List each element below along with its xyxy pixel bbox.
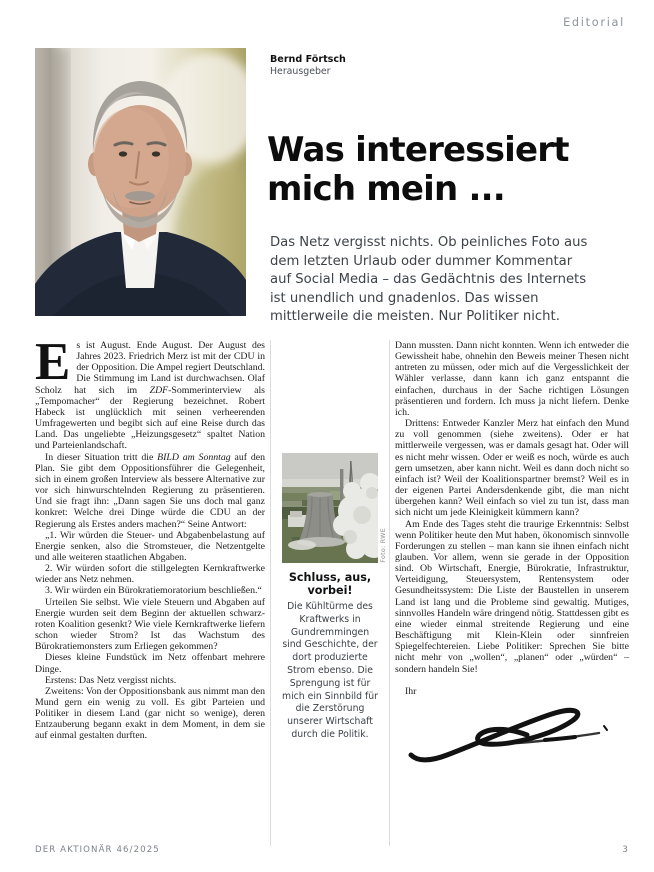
figure-column	[270, 340, 390, 846]
paragraph: 2. Wir würden sofort die stillgelegten Kernkraftwerke wieder ans Netz nehmen.	[35, 563, 265, 586]
caption-text: Die Kühltürme des Kraftwerks in Gundremmingen sind Geschichte, der dort produzierte Strom ebenso. Die Sprengung ist für mich ein Sinnbild für die Zerstörung unserer Wirtschaft durch die Politik.	[282, 601, 378, 740]
drop-cap: E	[35, 333, 71, 391]
closing-salutation: Ihr	[405, 685, 417, 697]
author-portrait-photo	[35, 48, 246, 316]
footer-page-number: 3	[622, 845, 629, 855]
author-name: Bernd Förtsch	[270, 54, 346, 65]
paragraph: Dann mussten. Dann nicht konnten. Wenn ich entweder die Gewissheit habe, ohnehin den Beweis meiner Thesen nicht antreten zu müssen, oder mich auf die Vergesslichkeit der Wähler verlasse, dann kann ich ganz entspannt die einfachen, durchaus in der Sache richtigen Lösungen präsentieren und fordern. Ich muss ja nicht liefern. Denke ich.	[395, 340, 629, 418]
section-label: Editorial	[563, 16, 625, 29]
paragraph: Erstens: Das Netz vergisst nichts.	[45, 674, 177, 686]
article-column-right	[395, 340, 629, 846]
paragraph: Am Ende des Tages steht die traurige Erkenntnis: Selbst wenn Politiker heute den Mut haben, ökonomisch sinnvolle Forderungen zu stellen – man kann sie ihnen einfach nicht glauben. Vor allem, wenn sie gerade in der Opposition sind. Ob Wirtschaft, Energie, Bürokratie, Infrastruktur, Verteidigung, Steuersystem, Rentensystem oder Gesundheitssystem: Die Liste der Baustellen in unserem Land ist lang und die Probleme sind gewaltig. Mutiges, sinnvolles Handeln wäre dringend nötig. Stattdessen gibt es eine wieder einmal streitende Regierung und eine Beschäftigung mit Klein-Klein oder sinnfreien Spiegelfechtereien. Liebe Politiker: Sprechen Sie bitte nicht mehr von „wollen“, „planen“ oder „würden“ – sondern handeln Sie!	[395, 518, 629, 675]
paragraph: „1. Wir würden die Steuer- und Abgabenbelastung auf Energie senken, also die Stromsteuer, die Netzentgelte und alle weiteren staatlichen Abgaben.	[35, 529, 265, 563]
paragraph: Es ist August. Ende August. Der August des Jahres 2023. Friedrich Merz ist mit der CDU in der Opposition. Die Ampel regiert Deutschland. Die Stimmung im Land ist durchwachsen. Olaf Scholz hat sich im ZDF-Sommerinterview als „Tempomacher“ der Regierung bezeichnet. Robert Habeck ist unglücklich mit seinen verheerenden Umfragewerten und begibt sich auf eine Reise durch das Land. Das ungeliebte „Heizungsgesetz“ spaltet Nation und Parteienlandschaft.	[35, 333, 265, 452]
footer-magazine: DER AKTIONÄR 46/2025	[35, 845, 160, 855]
figure-caption	[282, 571, 378, 742]
author-role: Herausgeber	[270, 66, 331, 78]
page-footer	[35, 845, 629, 855]
paragraph: Drittens: Entweder Kanzler Merz hat einfach den Mund zu voll genommen (siehe zweitens). Oder er hat mittlerweile vergessen, was er damals gesagt hat. Oder will es nicht mehr wissen. Oder er weiß es noch, würde es auch gern umsetzen, aber kann nicht. Weil es dann doch nicht so einfach ist? Weil der Koalitionspartner bremst? Weil es in der eigenen Partei Andersdenkende gibt, die man nicht übergehen kann? Weil einfach so viel zu tun ist, dass man sich nicht um jede Kleinigkeit kümmern kann?	[395, 418, 629, 519]
byline	[270, 54, 346, 79]
paragraph: In dieser Situation tritt die BILD am Sonntag auf den Plan. Sie gibt dem Oppositionsführer die Gelegenheit, sich in einem großen Interview als bessere Alternative zur vor sich hinwurschtelnden Regierung zu präsentieren. Und sie fragt ihn: „Dann sagen Sie uns doch mal ganz konkret: Welche drei Dinge würde die CDU an der Regierung als Erstes anders machen?“ Seine Antwort:	[35, 451, 265, 530]
photo-credit: Foto: RWE	[380, 528, 387, 563]
article-body	[35, 333, 629, 846]
figure	[282, 453, 387, 742]
article-column-left	[35, 333, 265, 846]
caption-title: Schluss, aus, vorbei!	[288, 571, 372, 597]
signature-image	[405, 703, 617, 765]
intro-paragraph: Das Netz vergisst nichts. Ob peinliches Foto aus dem letzten Urlaub oder dummer Kommentar auf Social Media – das Gedächtnis des Internets ist unendlich und gnadenlos. Das wissen mittlerweile die meisten. Nur Politiker nicht.	[270, 235, 588, 325]
cooling-tower-photo	[282, 453, 387, 563]
paragraph: Urteilen Sie selbst. Wie viele Steuern und Abgaben auf Energie wurden seit dem Beginn der aktuellen schwarz-roten Koalition gesenkt? Wie viele Kernkraftwerke liefern schon wieder Strom? Ist das Wachstum des Bürokratiemonsters zum Erliegen gekommen?	[35, 596, 265, 653]
paragraph: 3. Wir würden ein Bürokratiemoratorium beschließen.“	[45, 585, 262, 597]
paragraph: Zweitens: Von der Oppositionsbank aus nimmt man den Mund gern ein wenig zu voll. Es gibt Parteien und Politiker in diesem Land (gar nicht so wenige), deren Entzauberung begann exakt in dem Moment, in dem sie auf einmal gestalten durften.	[35, 685, 265, 742]
paragraph: Dieses kleine Fundstück im Netz offenbart mehrere Dinge.	[35, 652, 265, 675]
page-title: Was interessiert mich mein ...	[267, 130, 569, 209]
